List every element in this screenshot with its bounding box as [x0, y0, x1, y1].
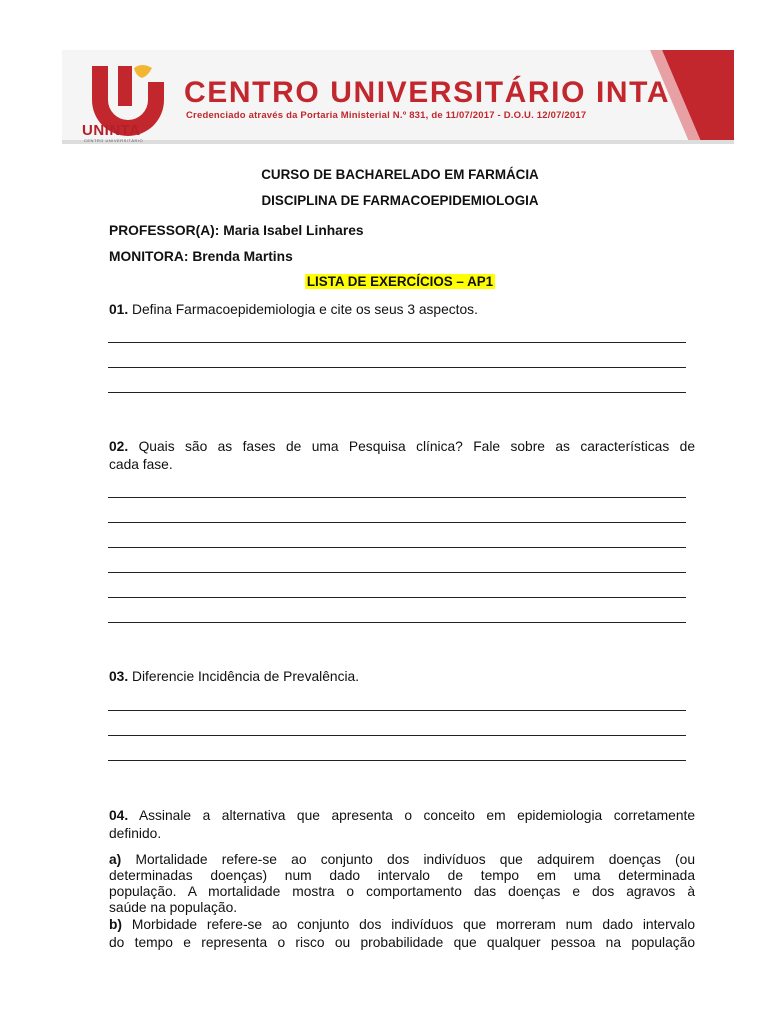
answer-line[interactable] [108, 367, 686, 368]
institution-name: CENTRO UNIVERSITÁRIO INTA [184, 76, 671, 109]
option-a-line4: saúde na população. [109, 900, 238, 915]
logo-wordmark: UNINTA [82, 122, 141, 139]
option-a-line3: população. A mortalidade mostra o comportamento das doenças e dos agravos à [109, 884, 695, 899]
option-b-line2: do tempo e representa o risco ou probabilidade que qualquer pessoa na população [109, 935, 695, 950]
answer-line[interactable] [108, 597, 686, 598]
answer-line[interactable] [108, 392, 686, 393]
question-01 [109, 301, 695, 318]
answer-line[interactable] [108, 735, 686, 736]
question-04-line1 [109, 807, 695, 824]
professor-name: Maria Isabel Linhares [223, 223, 364, 238]
professor-label: PROFESSOR(A): [109, 223, 220, 238]
monitor-name: Brenda Martins [192, 249, 293, 264]
answer-line[interactable] [108, 710, 686, 711]
answer-line[interactable] [108, 572, 686, 573]
monitor-label: MONITORA: [109, 249, 189, 264]
institution-banner [62, 50, 734, 144]
question-number: 04. [109, 808, 129, 823]
logo-subtitle: CENTRO UNIVERSITÁRIO [84, 138, 144, 143]
option-text: Mortalidade refere-se ao conjunto dos indivíduos que adquirem doenças (ou [135, 852, 695, 867]
question-number: 01. [109, 302, 129, 317]
monitor-line [109, 248, 695, 265]
answer-line[interactable] [108, 622, 686, 623]
question-text: Quais são as fases de uma Pesquisa clínica? Fale sobre as características de [138, 439, 695, 454]
answer-line[interactable] [108, 547, 686, 548]
question-text: Assinale a alternativa que apresenta o conceito em epidemiologia corretamente [138, 808, 695, 823]
course-title: CURSO DE BACHARELADO EM FARMÁCIA [261, 167, 539, 182]
institution-credential: Credenciado através da Portaria Ministerial N.º 831, de 11/07/2017 - D.O.U. 12/07/2017 [186, 110, 587, 121]
question-04-line2: definido. [109, 826, 162, 841]
question-02-line2: cada fase. [109, 457, 173, 472]
answer-line[interactable] [108, 760, 686, 761]
answer-line[interactable] [108, 522, 686, 523]
question-03 [109, 668, 695, 685]
question-number: 02. [109, 439, 129, 454]
discipline-title: DISCIPLINA DE FARMACOEPIDEMIOLOGIA [261, 193, 539, 208]
option-letter: a) [109, 852, 122, 867]
option-b-line1 [109, 916, 695, 933]
answer-line[interactable] [108, 342, 686, 343]
question-02-line1 [109, 438, 695, 455]
list-title: LISTA DE EXERCÍCIOS – AP1 [306, 274, 494, 289]
question-text: Diferencie Incidência de Prevalência. [132, 669, 360, 684]
question-text: Defina Farmacoepidemiologia e cite os seus 3 aspectos. [132, 302, 478, 317]
option-letter: b) [109, 917, 123, 932]
answer-line[interactable] [108, 497, 686, 498]
option-a-line1 [109, 851, 695, 868]
option-text: Morbidade refere-se ao conjunto dos indivíduos que morreram num dado intervalo [131, 917, 695, 932]
question-number: 03. [109, 669, 129, 684]
option-a-line2: determinadas doenças) num dado intervalo de tempo em uma determinada [109, 868, 695, 883]
professor-line [109, 222, 695, 239]
list-title-wrap [0, 274, 768, 289]
